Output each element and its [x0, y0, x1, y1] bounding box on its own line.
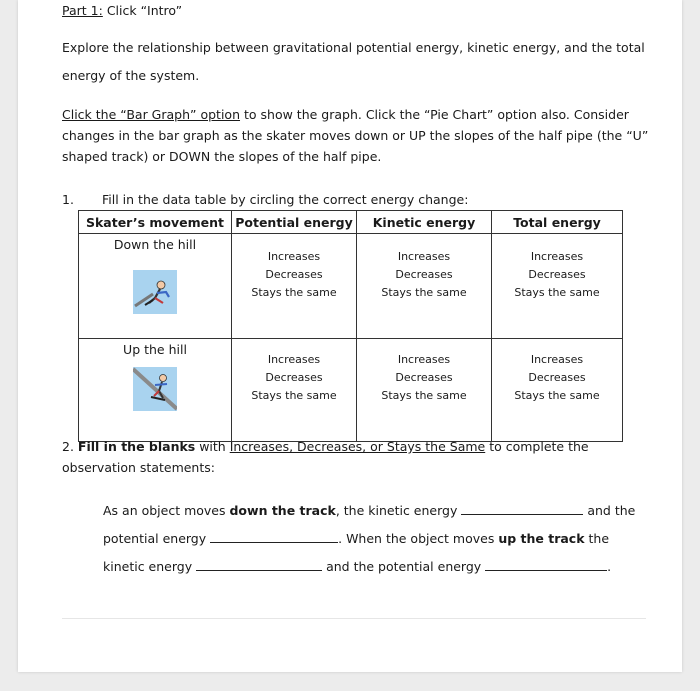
option-decreases[interactable]: Decreases [528, 371, 586, 384]
movement-label: Up the hill [123, 342, 187, 357]
part-label: Part 1: [62, 3, 103, 18]
obs-text: and the [587, 503, 636, 518]
table-row [79, 339, 623, 442]
question-1-number: 1. [62, 192, 74, 207]
option-increases[interactable]: Increases [397, 353, 451, 366]
obs-text: potential energy [103, 531, 207, 546]
option-stays-the-same[interactable]: Stays the same [251, 389, 337, 402]
blank-kinetic-up[interactable] [196, 558, 322, 571]
option-stays-the-same[interactable]: Stays the same [381, 389, 467, 402]
bar-graph-instruction-link: Click the “Bar Graph” option [62, 107, 241, 122]
option-increases[interactable]: Increases [530, 353, 584, 366]
table-row [79, 234, 623, 339]
movement-cell [79, 234, 232, 339]
kinetic-options-cell [357, 234, 492, 339]
question-2-text-2: to complete the [485, 439, 589, 454]
total-options-cell [492, 339, 623, 442]
header-total-energy: Total energy [492, 211, 623, 234]
blank-potential-down[interactable] [210, 530, 338, 543]
movement-cell [79, 339, 232, 442]
option-increases[interactable]: Increases [267, 250, 321, 263]
intro-line-2: energy of the system. [62, 68, 200, 83]
instruction-line-1 [62, 107, 629, 122]
obs-text: As an object moves [103, 503, 230, 518]
option-increases[interactable]: Increases [530, 250, 584, 263]
kinetic-options-cell [357, 339, 492, 442]
potential-options-cell [232, 339, 357, 442]
blank-potential-up[interactable] [485, 558, 607, 571]
observation-line-1 [103, 502, 635, 518]
obs-text: the [584, 531, 610, 546]
obs-bold-up-track: up the track [498, 531, 585, 546]
option-stays-the-same[interactable]: Stays the same [381, 286, 467, 299]
instruction-line-3: shaped track) or DOWN the slopes of the half pipe. [62, 149, 382, 164]
question-1-text: Fill in the data table by circling the correct energy change: [102, 192, 469, 207]
obs-text: and the potential energy [326, 559, 482, 574]
part-subtitle: Click “Intro” [106, 3, 183, 18]
skater-up-image [133, 367, 177, 411]
option-stays-the-same[interactable]: Stays the same [514, 389, 600, 402]
observation-line-2 [103, 530, 609, 546]
movement-label: Down the hill [113, 237, 197, 252]
option-increases[interactable]: Increases [397, 250, 451, 263]
question-2-number: 2. [62, 439, 74, 454]
header-kinetic-energy: Kinetic energy [357, 211, 492, 234]
option-increases[interactable]: Increases [267, 353, 321, 366]
instruction-line-1-rest: to show the graph. Click the “Pie Chart” option also. Consider [240, 107, 629, 122]
option-decreases[interactable]: Decreases [265, 371, 323, 384]
observation-line-3 [103, 558, 611, 574]
option-decreases[interactable]: Decreases [265, 268, 323, 281]
total-options-cell [492, 234, 623, 339]
option-stays-the-same[interactable]: Stays the same [514, 286, 600, 299]
option-stays-the-same[interactable]: Stays the same [251, 286, 337, 299]
question-2-line-1 [62, 439, 589, 454]
header-potential-energy: Potential energy [232, 211, 357, 234]
option-decreases[interactable]: Decreases [395, 371, 453, 384]
question-2-text-1: with [195, 439, 230, 454]
question-2-choices: Increases, Decreases, or Stays the Same [229, 439, 486, 454]
obs-bold-down-track: down the track [229, 503, 336, 518]
header-skater-movement: Skater’s movement [79, 211, 232, 234]
instruction-line-2: changes in the bar graph as the skater moves down or UP the slopes of the half pipe (the “U” [62, 128, 649, 143]
table-header-row [79, 211, 623, 234]
part-heading [62, 3, 182, 18]
option-decreases[interactable]: Decreases [528, 268, 586, 281]
intro-line-1: Explore the relationship between gravitational potential energy, kinetic energy, and the total [62, 40, 645, 55]
energy-data-table [78, 210, 623, 442]
obs-text: . [607, 559, 612, 574]
obs-text: kinetic energy [103, 559, 193, 574]
obs-text: . When the object moves [338, 531, 499, 546]
question-2-bold: Fill in the blanks [77, 439, 196, 454]
obs-text: , the kinetic energy [335, 503, 458, 518]
question-2-line-2: observation statements: [62, 460, 215, 475]
blank-kinetic-down[interactable] [461, 502, 583, 515]
page-divider [62, 618, 646, 619]
skater-down-image [133, 270, 177, 314]
option-decreases[interactable]: Decreases [395, 268, 453, 281]
potential-options-cell [232, 234, 357, 339]
